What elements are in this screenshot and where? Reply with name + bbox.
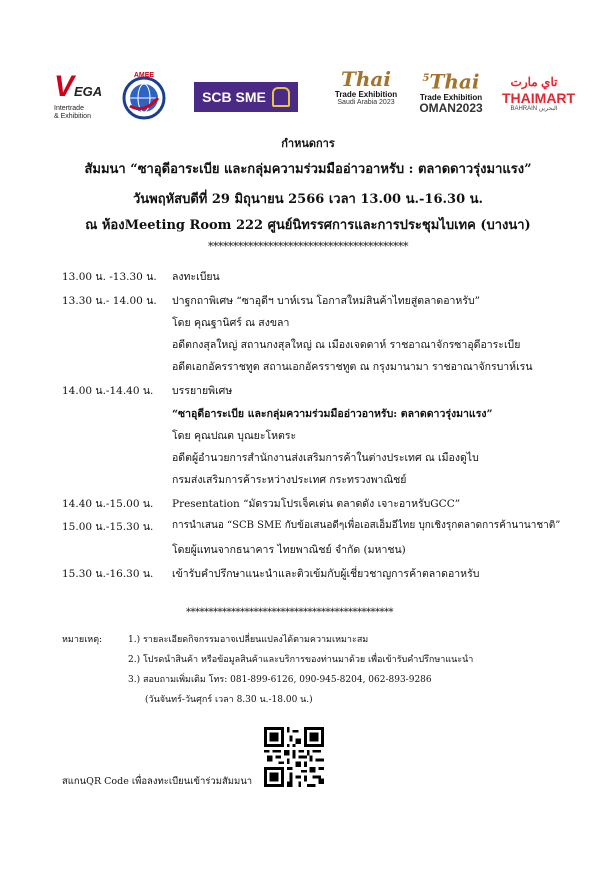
thai-oman-brand: Thai [429,69,480,94]
vega-logo-text: EGA [74,84,103,99]
schedule-time-2: 13.30 น.- 14.00 น. [62,295,157,307]
schedule-item-2-line-4: อดีตเอกอัครราชทูต สถานเอกอัครราชทูต ณ กรุงมานามา ราชอาณาจักรบาห์เรน [172,361,533,373]
note-hours: (วันจันทร์-วันศุกร์ เวลา 8.30 น.-18.00 น.) [145,695,313,705]
amee-logo-text: AMEE [133,72,155,79]
thai-saudi-brand: Thai [341,67,391,91]
vega-logo-mark: V [54,70,75,103]
schedule-item-2-line-2: โดย คุณฐานิศร์ ณ สงขลา [172,317,290,329]
scb-emblem-icon [272,87,290,107]
seminar-date: วันพฤหัสบดีที่ 29 มิถุนายน 2566 เวลา 13.00 น.-16.30 น. [132,192,484,207]
schedule-item-3-line-3: โดย คุณปณต บุณยะโหตระ [172,430,297,442]
notes-label: หมายเหตุ: [62,635,103,645]
vega-logo-line1: Intertrade [54,105,84,112]
registration-qr-code[interactable] [264,727,324,787]
schedule-item-3-line-5: กรมส่งเสริมการค้าระหว่างประเทศ กระทรวงพาณิชย์ [172,474,407,486]
schedule-item-2-line-3: อดีตกงสุลใหญ่ สถานกงสุลใหญ่ ณ เมืองเจดดาห์ ราชอาณาจักรซาอุดีอาระเบีย [172,339,521,351]
note-1: 1.) รายละเอียดกิจกรรมอาจเปลี่ยนแปลงได้ตามความเหมาะสม [128,635,369,645]
logo-bar [54,66,576,126]
separator-stars-2: ********************************************** [186,607,393,618]
note-2: 2.) โปรดนำสินค้า หรือข้อมูลสินค้าและบริการของท่านมาด้วย เพื่อเข้ารับคำปรึกษาแนะนำ [128,655,474,665]
thai-oman-sub: OMAN2023 [419,100,483,115]
thai-oman-edition: 5 [422,73,430,84]
globe-icon [116,68,172,124]
schedule-item-3-line-4: อดีตผู้อำนวยการสำนักงานส่งเสริมการค้าในต่างประเทศ ณ เมืองดูไบ [172,452,479,464]
schedule-item-5-line-1: การนำเสนอ “SCB SME กับข้อเสนอดีๆเพื่อเอสเอ็มอีไทย บุกเชิงรุกตลาดการค้านานาชาติ” [172,520,561,531]
scb-sme-logo [194,82,298,112]
seminar-title: สัมมนา “ซาอุดีอาระเบีย และกลุ่มความร่วมมืออ่าวอาหรับ : ตลาดดาวรุ่งมาแรง” [84,162,532,177]
thai-saudi-sub: Saudi Arabia 2023 [337,99,395,106]
amee-logo [116,68,172,124]
schedule-time-1: 13.00 น. -13.30 น. [62,271,157,283]
thaimart-bahrain: BAHRAIN البحرين [510,106,558,112]
schedule-item-5-line-2: โดยผู้แทนจากธนาคาร ไทยพาณิชย์ จำกัด (มหาชน) [172,544,406,556]
agenda-label: กำหนดการ [281,137,335,150]
separator-stars: **************************************** [208,240,408,253]
seminar-venue: ณ ห้องMeeting Room 222 ศูนย์นิทรรศการและการประชุมไบเทค (บางนา) [85,218,531,233]
schedule-item-2-line-1: ปาฐกถาพิเศษ “ซาอุดีฯ บาห์เรน โอกาสใหม่สินค้าไทยสู่ตลาดอาหรับ” [172,295,480,307]
note-3: 3.) สอบถามเพิ่มเติม โทร: 081-899-6126, 090-945-8204, 062-893-9286 [128,675,432,685]
thai-saudi-line: Trade Exhibition [334,90,398,99]
vega-logo-sub [54,105,114,121]
thai-trade-oman-logo [410,68,492,124]
thaimart-logo [502,74,576,122]
schedule-time-4: 14.40 น.-15.00 น. [62,498,154,510]
schedule-item-3-line-1: บรรยายพิเศษ [172,385,233,397]
schedule-item-4-line-1: Presentation “มัดรวมโปรเจ็คเด่น ตลาดดัง เจาะอาหรับGCC” [172,498,461,510]
scb-sme-text: SCB SME [202,89,266,105]
qr-caption: สแกนQR Code เพื่อลงทะเบียนเข้าร่วมสัมมนา [62,776,253,787]
schedule-item-1-line-1: ลงทะเบียน [172,271,220,283]
schedule-time-6: 15.30 น.-16.30 น. [62,568,154,580]
thai-oman-line: Trade Exhibition [419,92,483,102]
schedule-time-5: 15.00 น.-15.30 น. [62,521,154,533]
schedule-time-3: 14.00 น.-14.40 น. [62,385,154,397]
vega-logo-line2: & Exhibition [54,113,91,120]
thaimart-english: THAIMART [502,90,576,106]
schedule-item-6-line-1: เข้ารับคำปรึกษาแนะนำและติวเข้มกับผู้เชี่ยวชาญการค้าตลาดอาหรับ [172,568,480,580]
thai-trade-saudi-logo [330,68,402,124]
vega-logo [54,72,108,120]
thaimart-arabic: تاي مارت [510,75,558,89]
schedule-item-3-line-2: “ซาอุดีอาระเบีย และกลุ่มความร่วมมืออ่าวอาหรับ: ตลาดดาวรุ่งมาแรง” [172,408,493,420]
